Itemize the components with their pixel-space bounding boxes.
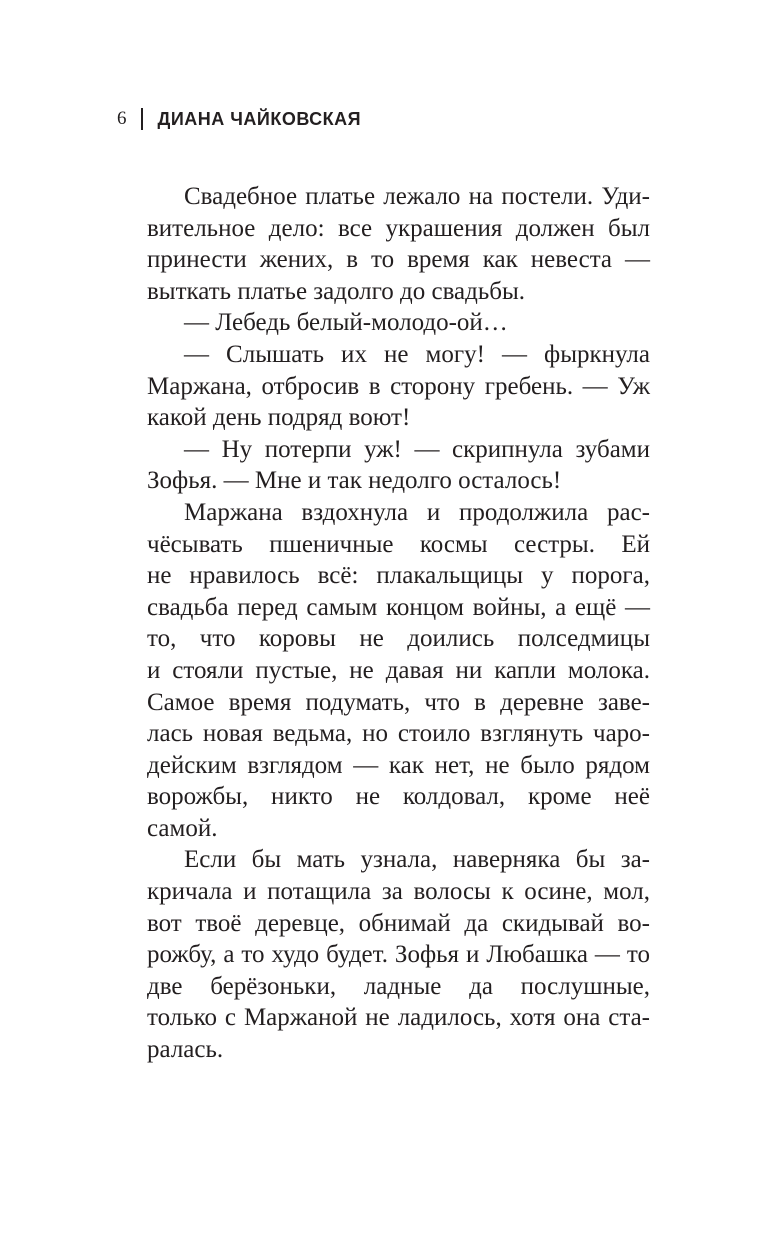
text-line: — Лебедь белый-молодо-ой… — [184, 309, 508, 337]
text-line: Самое время подумать, что в деревне заве- — [147, 688, 650, 716]
text-line: вот твоё деревце, обнимай да скидывай во- — [147, 909, 650, 937]
page-number: 6 — [117, 108, 127, 129]
body-text — [147, 181, 650, 1066]
text-line: ворожбы, никто не колдовал, кроме неё — [147, 783, 650, 811]
text-line: дейским взглядом — как нет, не было рядом — [147, 751, 650, 779]
text-line: Маржана, отбросив в сторону гребень. — Уж — [147, 372, 650, 400]
text-line: кричала и потащила за волосы к осине, мол, — [147, 878, 650, 906]
text-line: Маржана вздохнула и продолжила рас- — [184, 498, 650, 526]
text-line: то, что коровы не доились полседмицы — [147, 625, 650, 653]
text-line: и стояли пустые, не давая ни капли молока. — [147, 656, 650, 684]
text-line: чёсывать пшеничные космы сестры. Ей — [147, 530, 650, 558]
author-name: ДИАНА ЧАЙКОВСКАЯ — [157, 109, 362, 129]
text-line: самой. — [147, 814, 218, 842]
text-line: две берёзоньки, ладные да послушные, — [147, 972, 650, 1000]
text-line: выткать платье задолго до свадьбы. — [147, 277, 526, 305]
text-line: лась новая ведьма, но стоило взглянуть чаро- — [147, 720, 650, 748]
text-line: Свадебное платье лежало на постели. Уди- — [184, 183, 650, 210]
text-line: ралась. — [147, 1036, 224, 1064]
header-divider — [141, 108, 143, 130]
text-line: какой день подряд воют! — [147, 404, 411, 432]
running-head — [117, 106, 361, 132]
text-line: свадьба перед самым концом войны, а ещё — — [147, 593, 650, 621]
text-line: только с Маржаной не ладилось, хотя она ста- — [147, 1004, 650, 1032]
text-line: Если бы мать узнала, наверняка бы за- — [184, 846, 650, 874]
text-line: — Ну потерпи уж! — скрипнула зубами — [184, 435, 650, 463]
text-line: — Слышать их не могу! — фыркнула — [184, 340, 650, 368]
text-line: Зофья. — Мне и так недолго осталось! — [147, 467, 562, 495]
text-line: принести жених, в то время как невеста — — [147, 246, 650, 274]
text-line: рожбу, а то худо будет. Зофья и Любашка — то — [147, 941, 650, 969]
text-line: не нравилось всё: плакальщицы у порога, — [147, 562, 650, 590]
text-line: вительное дело: все украшения должен был — [147, 214, 650, 242]
